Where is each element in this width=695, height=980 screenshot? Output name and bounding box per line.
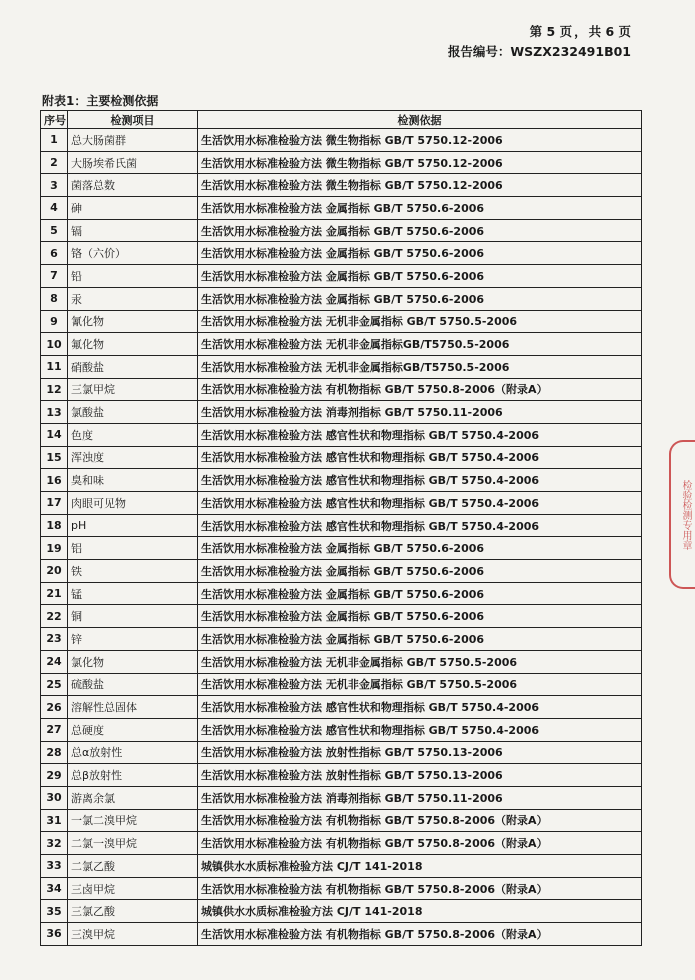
test-item: 浑浊度	[68, 446, 198, 469]
table-row	[41, 764, 642, 787]
row-number: 2	[41, 151, 68, 174]
test-item: 氰化物	[68, 310, 198, 333]
test-item: 硝酸盐	[68, 355, 198, 378]
table-row	[41, 219, 642, 242]
test-item: 三卤甲烷	[68, 877, 198, 900]
test-basis: 生活饮用水标准检验方法 消毒剂指标 GB/T 5750.11-2006	[198, 401, 642, 424]
test-item: 铁	[68, 560, 198, 583]
test-basis: 生活饮用水标准检验方法 感官性状和物理指标 GB/T 5750.4-2006	[198, 492, 642, 515]
test-basis: 生活饮用水标准检验方法 无机非金属指标 GB/T 5750.5-2006	[198, 673, 642, 696]
table-row	[41, 628, 642, 651]
test-basis: 生活饮用水标准检验方法 感官性状和物理指标 GB/T 5750.4-2006	[198, 446, 642, 469]
table-row	[41, 355, 642, 378]
test-basis: 生活饮用水标准检验方法 金属指标 GB/T 5750.6-2006	[198, 628, 642, 651]
table-row	[41, 605, 642, 628]
table-row	[41, 151, 642, 174]
report-number: 报告编号：WSZX232491B01	[447, 44, 631, 59]
table-row	[41, 741, 642, 764]
table-row	[41, 560, 642, 583]
test-item: 溶解性总固体	[68, 696, 198, 719]
test-item: 大肠埃希氏菌	[68, 151, 198, 174]
test-basis: 生活饮用水标准检验方法 金属指标 GB/T 5750.6-2006	[198, 242, 642, 265]
table-row	[41, 129, 642, 152]
test-basis: 生活饮用水标准检验方法 感官性状和物理指标 GB/T 5750.4-2006	[198, 469, 642, 492]
row-number: 24	[41, 650, 68, 673]
test-item: 镉	[68, 219, 198, 242]
row-number: 7	[41, 265, 68, 288]
table-row	[41, 900, 642, 923]
test-item: 一氯二溴甲烷	[68, 809, 198, 832]
test-item: 总大肠菌群	[68, 129, 198, 152]
row-number: 19	[41, 537, 68, 560]
row-number: 16	[41, 469, 68, 492]
table-row	[41, 174, 642, 197]
test-item: 铜	[68, 605, 198, 628]
test-basis: 生活饮用水标准检验方法 金属指标 GB/T 5750.6-2006	[198, 605, 642, 628]
table-row	[41, 197, 642, 220]
row-number: 15	[41, 446, 68, 469]
test-item: 臭和味	[68, 469, 198, 492]
test-item: 铬（六价）	[68, 242, 198, 265]
test-item: 游离余氯	[68, 786, 198, 809]
test-basis: 生活饮用水标准检验方法 金属指标 GB/T 5750.6-2006	[198, 582, 642, 605]
table-row	[41, 877, 642, 900]
test-basis: 生活饮用水标准检验方法 感官性状和物理指标 GB/T 5750.4-2006	[198, 718, 642, 741]
test-item: 三氯乙酸	[68, 900, 198, 923]
header-test-item: 检测项目	[68, 111, 198, 129]
row-number: 34	[41, 877, 68, 900]
test-item: 铝	[68, 537, 198, 560]
test-basis: 生活饮用水标准检验方法 无机非金属指标GB/T5750.5-2006	[198, 355, 642, 378]
test-basis: 生活饮用水标准检验方法 放射性指标 GB/T 5750.13-2006	[198, 764, 642, 787]
row-number: 8	[41, 287, 68, 310]
row-number: 17	[41, 492, 68, 515]
test-item: 总硬度	[68, 718, 198, 741]
row-number: 5	[41, 219, 68, 242]
test-item: 氯酸盐	[68, 401, 198, 424]
test-basis: 生活饮用水标准检验方法 无机非金属指标GB/T5750.5-2006	[198, 333, 642, 356]
page-number: 第 5 页 ， 共 6 页	[529, 24, 631, 39]
test-item: 氯化物	[68, 650, 198, 673]
table-row	[41, 650, 642, 673]
test-item: pH	[68, 514, 198, 537]
test-item: 三溴甲烷	[68, 923, 198, 946]
row-number: 27	[41, 718, 68, 741]
row-number: 14	[41, 423, 68, 446]
appendix-title: 附表1：主要检测依据	[42, 94, 159, 108]
row-number: 4	[41, 197, 68, 220]
test-basis: 生活饮用水标准检验方法 金属指标 GB/T 5750.6-2006	[198, 265, 642, 288]
test-basis: 生活饮用水标准检验方法 感官性状和物理指标 GB/T 5750.4-2006	[198, 423, 642, 446]
test-basis: 生活饮用水标准检验方法 微生物指标 GB/T 5750.12-2006	[198, 174, 642, 197]
table-row	[41, 832, 642, 855]
test-item: 色度	[68, 423, 198, 446]
table-row	[41, 696, 642, 719]
row-number: 23	[41, 628, 68, 651]
test-basis: 城镇供水水质标准检验方法 CJ/T 141-2018	[198, 900, 642, 923]
row-number: 36	[41, 923, 68, 946]
row-number: 18	[41, 514, 68, 537]
table-row	[41, 333, 642, 356]
table-row	[41, 537, 642, 560]
test-item: 铅	[68, 265, 198, 288]
row-number: 3	[41, 174, 68, 197]
row-number: 6	[41, 242, 68, 265]
table-row	[41, 401, 642, 424]
test-item: 总α放射性	[68, 741, 198, 764]
row-number: 10	[41, 333, 68, 356]
test-basis: 生活饮用水标准检验方法 微生物指标 GB/T 5750.12-2006	[198, 151, 642, 174]
row-number: 25	[41, 673, 68, 696]
table-row	[41, 423, 642, 446]
table-row	[41, 378, 642, 401]
row-number: 30	[41, 786, 68, 809]
test-item: 锌	[68, 628, 198, 651]
row-number: 32	[41, 832, 68, 855]
test-basis: 生活饮用水标准检验方法 金属指标 GB/T 5750.6-2006	[198, 537, 642, 560]
test-basis: 生活饮用水标准检验方法 感官性状和物理指标 GB/T 5750.4-2006	[198, 514, 642, 537]
test-item: 菌落总数	[68, 174, 198, 197]
table-header-row	[41, 111, 642, 129]
test-basis: 生活饮用水标准检验方法 有机物指标 GB/T 5750.8-2006（附录A）	[198, 923, 642, 946]
table-row	[41, 855, 642, 878]
row-number: 22	[41, 605, 68, 628]
row-number: 9	[41, 310, 68, 333]
test-item: 二氯乙酸	[68, 855, 198, 878]
test-basis: 城镇供水水质标准检验方法 CJ/T 141-2018	[198, 855, 642, 878]
test-item: 锰	[68, 582, 198, 605]
table-row	[41, 923, 642, 946]
test-basis: 生活饮用水标准检验方法 无机非金属指标 GB/T 5750.5-2006	[198, 310, 642, 333]
row-number: 31	[41, 809, 68, 832]
test-basis: 生活饮用水标准检验方法 金属指标 GB/T 5750.6-2006	[198, 197, 642, 220]
test-item: 硫酸盐	[68, 673, 198, 696]
row-number: 13	[41, 401, 68, 424]
test-item: 砷	[68, 197, 198, 220]
row-number: 1	[41, 129, 68, 152]
row-number: 28	[41, 741, 68, 764]
row-number: 33	[41, 855, 68, 878]
table-row	[41, 786, 642, 809]
page-header	[448, 22, 631, 62]
table-row	[41, 514, 642, 537]
test-basis: 生活饮用水标准检验方法 有机物指标 GB/T 5750.8-2006（附录A）	[198, 378, 642, 401]
table-row	[41, 265, 642, 288]
header-test-basis: 检测依据	[198, 111, 642, 129]
table-row	[41, 287, 642, 310]
detection-basis-table	[40, 110, 642, 946]
test-basis: 生活饮用水标准检验方法 感官性状和物理指标 GB/T 5750.4-2006	[198, 696, 642, 719]
table-row	[41, 492, 642, 515]
row-number: 26	[41, 696, 68, 719]
table-row	[41, 310, 642, 333]
test-basis: 生活饮用水标准检验方法 金属指标 GB/T 5750.6-2006	[198, 287, 642, 310]
row-number: 35	[41, 900, 68, 923]
row-number: 29	[41, 764, 68, 787]
test-basis: 生活饮用水标准检验方法 无机非金属指标 GB/T 5750.5-2006	[198, 650, 642, 673]
test-item: 氟化物	[68, 333, 198, 356]
row-number: 20	[41, 560, 68, 583]
table-row	[41, 242, 642, 265]
test-basis: 生活饮用水标准检验方法 有机物指标 GB/T 5750.8-2006（附录A）	[198, 877, 642, 900]
test-item: 二氯一溴甲烷	[68, 832, 198, 855]
test-basis: 生活饮用水标准检验方法 金属指标 GB/T 5750.6-2006	[198, 219, 642, 242]
row-number: 12	[41, 378, 68, 401]
table-row	[41, 673, 642, 696]
seal-stamp: 检验检测专用章	[669, 440, 695, 589]
test-basis: 生活饮用水标准检验方法 有机物指标 GB/T 5750.8-2006（附录A）	[198, 809, 642, 832]
test-item: 肉眼可见物	[68, 492, 198, 515]
table-row	[41, 446, 642, 469]
header-serial-no: 序号	[41, 111, 68, 129]
row-number: 11	[41, 355, 68, 378]
test-item: 汞	[68, 287, 198, 310]
test-basis: 生活饮用水标准检验方法 消毒剂指标 GB/T 5750.11-2006	[198, 786, 642, 809]
row-number: 21	[41, 582, 68, 605]
table-row	[41, 718, 642, 741]
test-item: 总β放射性	[68, 764, 198, 787]
table-row	[41, 809, 642, 832]
test-basis: 生活饮用水标准检验方法 微生物指标 GB/T 5750.12-2006	[198, 129, 642, 152]
test-basis: 生活饮用水标准检验方法 有机物指标 GB/T 5750.8-2006（附录A）	[198, 832, 642, 855]
test-basis: 生活饮用水标准检验方法 金属指标 GB/T 5750.6-2006	[198, 560, 642, 583]
table-row	[41, 582, 642, 605]
test-item: 三氯甲烷	[68, 378, 198, 401]
test-basis: 生活饮用水标准检验方法 放射性指标 GB/T 5750.13-2006	[198, 741, 642, 764]
table-row	[41, 469, 642, 492]
